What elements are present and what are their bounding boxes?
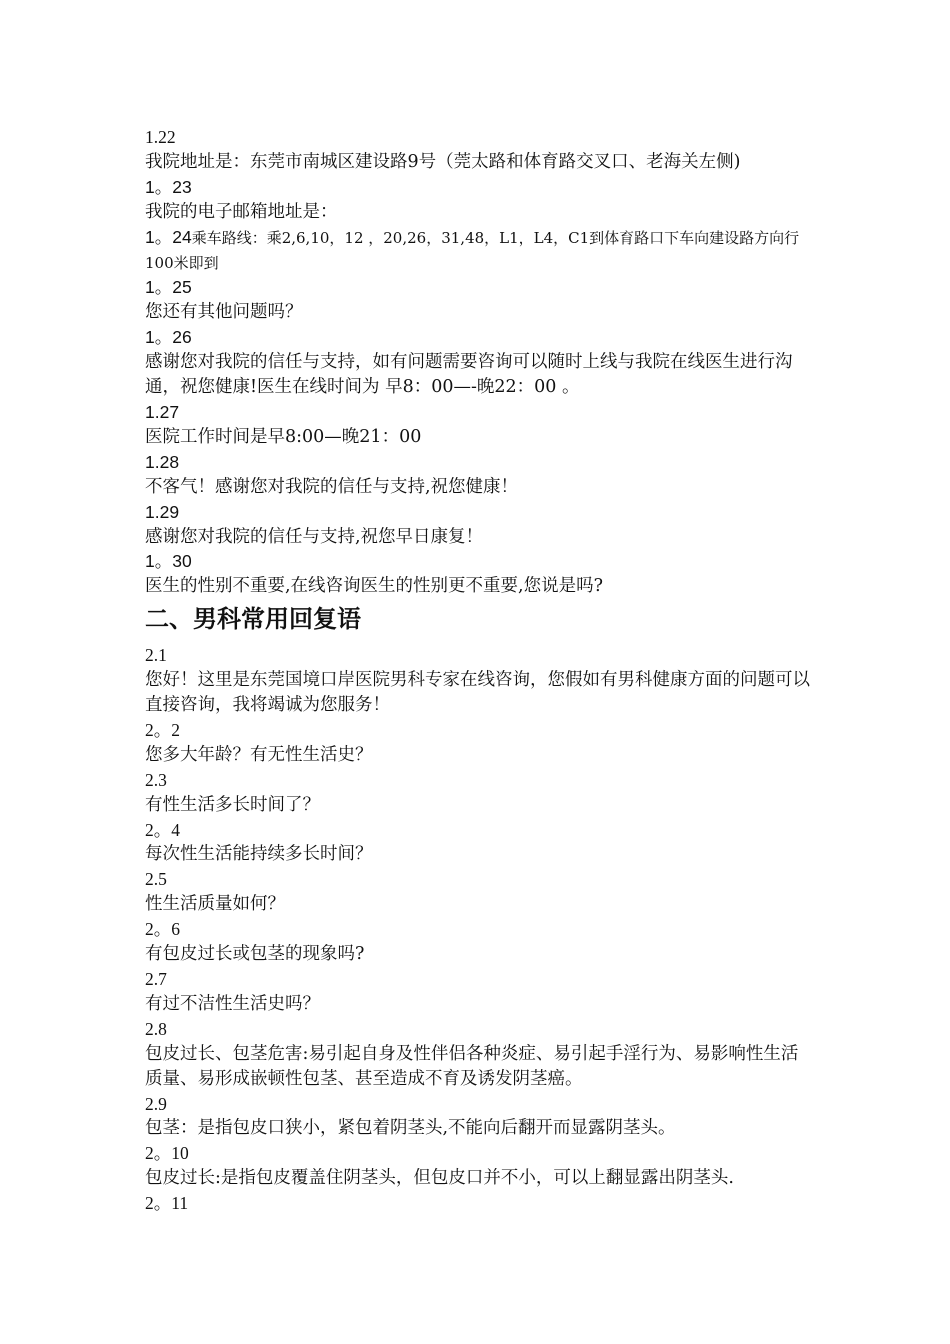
item-text: 性生活质量如何？: [145, 894, 285, 915]
item-number: 2.3: [145, 769, 167, 790]
item-text: 包皮过长:是指包皮覆盖住阴茎头，但包皮口并不小，可以上翻显露出阴茎头.: [145, 1168, 734, 1189]
item-text: 医生的性别不重要,在线咨询医生的性别更不重要,您说是吗?: [145, 576, 604, 597]
item-number: 2.9: [145, 1093, 167, 1114]
item-text: 有包皮过长或包茎的现象吗?: [145, 944, 365, 965]
item-text: 您多大年龄？有无性生活史？: [145, 744, 373, 765]
item-number: 1。23: [145, 176, 192, 197]
document-body: [145, 125, 810, 1216]
item-number: 2。4: [145, 819, 180, 840]
item-number: 2.8: [145, 1018, 167, 1039]
item-text: 不客气！感谢您对我院的信任与支持,祝您健康！: [145, 476, 519, 497]
item-text: 有过不洁性生活史吗？: [145, 993, 320, 1014]
item-text: 我院的电子邮箱地址是：: [145, 201, 338, 222]
item-text: 感谢您对我院的信任与支持,祝您早日康复！: [145, 526, 484, 547]
item-number: 1。26: [145, 327, 192, 348]
item-number: 2。6: [145, 919, 180, 940]
item-number: 1.22: [145, 127, 176, 147]
item-text: 有性生活多长时间了？: [145, 794, 320, 815]
item-text: 您好！这里是东莞国境口岸医院男科专家在线咨询，您假如有男科健康方面的问题可以直接咨询，我将竭诚为您服务！: [145, 670, 810, 716]
item-number: 1.29: [145, 501, 180, 522]
item-number: 2。10: [145, 1143, 189, 1164]
item-text: 感谢您对我院的信任与支持，如有问题需要咨询可以随时上线与我院在线医生进行沟通，祝您健康!医生在线时间为 早8：00—-晚22：00 。: [145, 352, 793, 398]
item-number: 1.28: [145, 451, 180, 472]
item-text: 您还有其他问题吗？: [145, 302, 303, 323]
item-text: 每次性生活能持续多长时间？: [145, 844, 373, 865]
item-text: 包茎：是指包皮口狭小，紧包着阴茎头,不能向后翻开而显露阴茎头。: [145, 1118, 676, 1139]
item-number: 1。30: [145, 551, 192, 572]
item-with-inline-text: [145, 225, 810, 276]
item-number: 2.7: [145, 969, 167, 989]
item-text: 包皮过长、包茎危害:易引起自身及性伴侣各种炎症、易引起手淫行为、易影响性生活质量、易形成嵌顿性包茎、甚至造成不育及诱发阴茎癌。: [145, 1043, 799, 1089]
item-number: 1.27: [145, 401, 180, 422]
item-number: 2。2: [145, 719, 180, 740]
item-text: 乘车路线：乘2,6,10，12 ，20,26，31,48，L1，L4，C1到体育路口下车向建设路方向行100米即到: [145, 228, 800, 272]
item-text: 医院工作时间是早8:00—晚21：00: [145, 426, 422, 447]
item-number: 2.5: [145, 869, 167, 890]
item-number: 2.1: [145, 645, 167, 666]
section-heading: 二、男科常用回复语: [145, 605, 361, 634]
item-number: 1。25: [145, 277, 192, 298]
item-text: 我院地址是：东莞市南城区建设路9号（莞太路和体育路交叉口、老海关左侧): [145, 151, 741, 172]
item-number: 1。24: [145, 226, 192, 247]
item-number: 2。11: [145, 1193, 189, 1214]
